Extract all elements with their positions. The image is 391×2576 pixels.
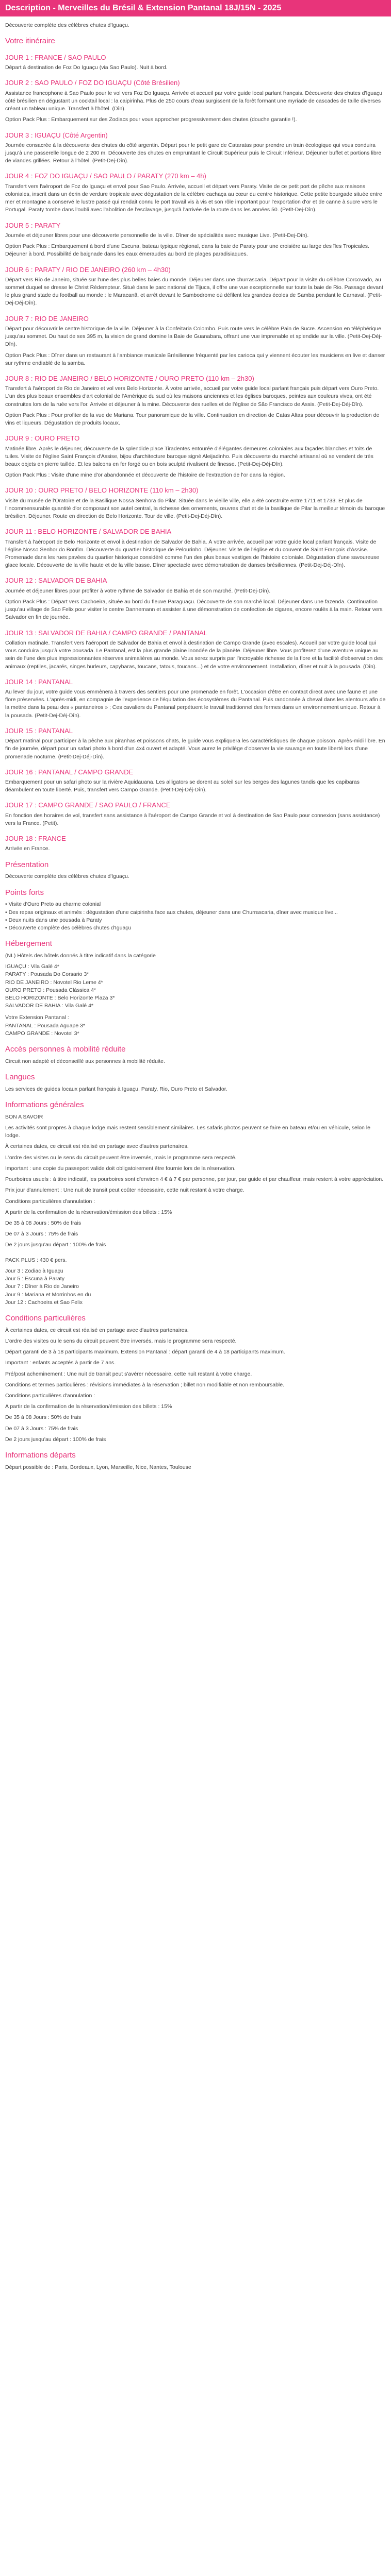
- day-paragraph: Visite du musée de l'Oratoire et de la Basilique Nossa Senhora do Pilar. Située dans le vieille ville, elle a été construite entre 1711 et 1733. Et plus de l'incommensurable quantité d'or composant son autel central, la richesse des ornements, œuvres d'art et de la basilique de Pilar la meilleur témoin du baroque brésilien. Déjeuner. Route en direction de Belo Horizonte. Tour de ville. (Petit-Dej-Déj-Dîn).: [5, 497, 385, 520]
- info-paragraph: L'ordre des visites ou le sens du circuit peuvent être inversés, mais le programme sera respecté.: [5, 1154, 237, 1161]
- day-paragraph: Collation matinale. Transfert vers l'aéroport de Salvador de Bahia et envol à destination de Campo Grande (avec escales). Accueil par votre guide local qui vous conduira jusqu'à votre pousada. Le Pantanal, est la plus grande plaine inondée de la planète. Déjeuner libre. Vous profiterez d'une aventure unique au sein de l'une des plus impressionnantes réserves animalières au monde. Vous serez surpris par l'incroyable richesse de la flore et la facilité d'observation des animaux (reptiles, jacarés, singes hurleurs, capybaras, toucans, tatous, toucans...) et de votre environnement. Installation, dîner et nuit à la pousada. (Dîn).: [5, 639, 383, 670]
- extension-intro: Votre Extension Pantanal :: [5, 1014, 69, 1021]
- hotel-item: IGUAÇU : Vila Galé 4*: [5, 963, 59, 970]
- hotel-item: SALVADOR DE BAHIA : Vila Galé 4*: [5, 1003, 93, 1009]
- points-forts-list: [5, 901, 386, 932]
- day-paragraph: Arrivée en France.: [5, 845, 50, 852]
- day-paragraph: Assistance francophone à Sao Paulo pour le vol vers Foz Do Iguaçu. Arrivée et accueil par votre guide local parlant français. Découverte des chutes d'Iguaçu côté brésilien en dégustant un cocktail local : la caipirinha. Plus de 250 cours d'eau surgissent de la forêt formant une myriade de cascades de taille diverses créant un tableau unique. Transfert à l'hôtel. (Dîn).: [5, 90, 383, 112]
- info-paragraph: A partir de la confirmation de la réservation/émission des billets : 15%: [5, 1209, 172, 1215]
- list-item: • Deux nuits dans une pousada à Paraty: [5, 917, 102, 923]
- condition-paragraph: À certaines dates, ce circuit est réalisé en partage avec d'autres partenaires.: [5, 1327, 189, 1333]
- info-paragraph: Pourboires usuels : à titre indicatif, les pourboires sont d'environ 4 € à 7 € par personne, par jour, par guide et par chauffeur, mais restent à votre appréciation.: [5, 1176, 384, 1183]
- day-paragraph: Option Pack Plus : Visite d'une mine d'or abandonnée et découverte de l'histoire de l'extraction de l'or dans la région.: [5, 472, 285, 479]
- page-title: Description - Merveilles du Brésil & Extension Pantanal 18J/15N - 2025: [0, 0, 391, 16]
- pack-item: Jour 7 : Dîner à Rio de Janeiro: [5, 1283, 79, 1290]
- day-title: JOUR 18 : FRANCE: [5, 835, 66, 843]
- conditions-paragraphs: [5, 1327, 386, 1444]
- day-paragraph: Journée consacrée à la découverte des chutes du côté argentin. Départ pour le petit gare de Cataratas pour prendre un train écologique qui vous conduira jusqu'à une passerelle longue de 2 200 m. Découverte des chutes en empruntant le Circuit Supérieur puis le Circuit Inférieur. Déjeuner buffet et portions libre de viandes grillées. Retour à l'hôtel. (Petit-Dej-Dîn).: [5, 142, 382, 164]
- hotel-item: PANTANAL : Pousada Aguape 3*: [5, 1022, 86, 1029]
- day-paragraph: Matinée libre. Après le déjeuner, découverte de la splendide place Tiradentes entourée d'élégantes demeures coloniales aux façades blanches et toits de tuiles. Visite de l'église Saint François d'Assise, bijou d'architecture baroque signé Aleijadinho. Puis découverte du marché artisanal où se vendent de très beaux objets en pierre taillée. Et les balcons en fer forgé ou en bois sculpté rivalisent de finesse. (Petit-Dej-Déj-Dîn).: [5, 445, 373, 467]
- condition-paragraph: Important : enfants acceptés à partir de 7 ans.: [5, 1360, 116, 1366]
- list-item: • Visite d'Ouro Preto au charme colonial: [5, 901, 101, 908]
- day-title: JOUR 10 : OURO PRETO / BELO HORIZONTE (110 km – 2h30): [5, 486, 199, 495]
- pack-item: Jour 3 : Zodiac à Iguaçu: [5, 1267, 63, 1274]
- day-paragraph: Option Pack Plus : Dîner dans un restaurant à l'ambiance musicale Brésilienne fréquenté par les carioca qui y viennent écouter les musiciens en live et danser sur rythme endiablé de la samba.: [5, 352, 385, 366]
- hotel-item: CAMPO GRANDE : Novotel 3*: [5, 1030, 79, 1037]
- day-paragraph: Journée et déjeuner libres pour une découverte personnelle de la ville. Dîner de spécialités avec musique Live. (Petit-Dej-Dîn).: [5, 232, 309, 239]
- intro-text: Découverte complète des célèbres chutes d'Iguaçu.: [5, 22, 129, 28]
- infos-paragraphs: [5, 1124, 386, 1249]
- day-paragraph: Embarquement pour un safari photo sur la rivière Aquidauana. Les alligators se dorent au soleil sur les berges des lagunes tandis que les capibaras déambulent en toute liberté. Puis, transfert vers Campo Grande. (Petit-Dej-Déj-Dîn).: [5, 779, 360, 793]
- info-paragraph: De 2 jours jusqu'au départ : 100% de frais: [5, 1242, 106, 1248]
- condition-paragraph: Pré/post acheminement : Une nuit de transit peut s'avérer nécessaire, cette nuit restant à votre charge.: [5, 1370, 252, 1377]
- pack-item: Jour 12 : Cachoeira et Sao Felix: [5, 1299, 83, 1306]
- pack-item: Jour 5 : Escuna à Paraty: [5, 1276, 64, 1282]
- condition-paragraph: De 35 à 08 Jours : 50% de frais: [5, 1414, 82, 1421]
- infos-heading: Informations générales: [5, 1100, 84, 1110]
- itinerary-days: [5, 54, 386, 853]
- day-paragraph: Départ pour découvrir le centre historique de la ville. Déjeuner à la Confeitaria Colombo. Puis route vers le célèbre Pain de Sucre. Ascension en téléphérique jusqu'au sommet. Du haut de ses 395 m, la vision de grand domine la Baie de Guanabara, offrant une vue imprenable et splendide sur la ville. (Petit-Dej-Déj-Dîn).: [5, 325, 382, 348]
- day-title: JOUR 12 : SALVADOR DE BAHIA: [5, 577, 107, 585]
- condition-paragraph: A partir de la confirmation de la réservation/émission des billets : 15%: [5, 1403, 172, 1410]
- day-paragraph: Option Pack Plus : Départ vers Cachoeira, située au bord du fleuve Paraguaçu. Découverte de son marché local. Déjeuner dans une fazenda. Continuation jusqu'au village de Sao Felix pour visiter le centre Dannemann et assister à une démonstration de confection de cigares, encore roulés à la main. Retour vers Salvador en fin de journée.: [5, 598, 383, 621]
- departs-heading: Informations départs: [5, 1451, 76, 1460]
- day-paragraph: Au lever du jour, votre guide vous emmènera à travers des sentiers pour une promenade en forêt. L'occasion d'être en contact direct avec une faune et une flore préservées. L'après-midi, en compagnie de l'experience de l'équitation des écosystèmes du Pantanal. Puis randonnée à cheval dans les alentours afin de la mettre dans la peau des « pantaneiros » ; Ces cavaliers du Pantanal perpétuent le travail traditionnel des fermes dans un environnement unique. Retour à la pousada. (Petit-Dej-Déj-Dîn).: [5, 688, 386, 719]
- hebergement-list: [5, 963, 386, 1010]
- day-paragraph: Option Pack Plus : Embarquement à bord d'une Escuna, bateau typique régional, dans la baie de Paraty pour une croisière au large des îles Tropicales. Déjeuner à bord. Possibilité de baignade dans les eaux émeraudes au bord de plages paradisiaques.: [5, 243, 369, 258]
- day-title: JOUR 1 : FRANCE / SAO PAULO: [5, 53, 106, 61]
- info-paragraph: À certaines dates, ce circuit est réalisé en partage avec d'autres partenaires.: [5, 1143, 189, 1150]
- info-paragraph: De 35 à 08 Jours : 50% de frais: [5, 1220, 82, 1226]
- hotel-item: OURO PRETO : Pousada Clássica 4*: [5, 987, 96, 993]
- day-title: JOUR 13 : SALVADOR DE BAHIA / CAMPO GRANDE / PANTANAL: [5, 629, 208, 637]
- infos-subtitle: BON A SAVOIR: [5, 1113, 43, 1120]
- condition-paragraph: Conditions et termes particulières : révisions immédiates à la réservation ; billet non modifiable et non remboursable.: [5, 1381, 285, 1388]
- extension-hotel-list: [5, 1022, 386, 1038]
- hotel-item: PARATY : Pousada Do Corsario 3*: [5, 971, 89, 978]
- day-title: JOUR 4 : FOZ DO IGUAÇU / SAO PAULO / PARATY (270 km – 4h): [5, 172, 206, 180]
- condition-paragraph: De 07 à 3 Jours : 75% de frais: [5, 1425, 78, 1432]
- info-paragraph: Prix jour d'annulement : Une nuit de transit peut coûter nécessaire, cette nuit restant à votre charge.: [5, 1187, 245, 1194]
- day-title: JOUR 16 : PANTANAL / CAMPO GRANDE: [5, 768, 134, 776]
- day-paragraph: Départ matinal pour participer à la pêche aux piranhas et poissons chats, le guide vous expliquera les caractéristiques de chaque poisson. Après-midi libre. En fin de journée, départ pour un safari photo à bord d'un 4x4 ouvert et adapté. Vous aurez le privilège d'observer la vie sauvage en toute liberté lors d'une promenade nocturne. (Petit-Dej-Déj-Dîn).: [5, 738, 385, 760]
- day-paragraph: Transfert à l'aéroport de Belo Horizonte et envol à destination de Salvador de Bahia. À votre arrivée, accueil par votre guide local parlant français. Visite de l'église Nosso Senhor do Bonfim. Découverte du quartier historique de Pelourinho. Déjeuner. Visite de l'église et du couvent de Saint François d'Assise. Promenade dans les rues pavées du quartier historique considéré comme l'un des plus beaux vestiges de l'histoire coloniale. Dégustation d'une savoureuse glace locale. Découverte de la ville haute et de la ville basse. Dîner spectacle avec démonstration de danses brésiliennes. (Petit-Dej-Déj-Dîn).: [5, 538, 380, 569]
- pack-plus-heading: PACK PLUS : 430 € pers.: [5, 1257, 67, 1263]
- day-paragraph: Journée et déjeuner libres pour profiter à votre rythme de Salvador de Bahia et de son marché. (Petit-Dej-Dîn).: [5, 587, 271, 594]
- pack-item: Jour 9 : Mariana et Morrinhos en du: [5, 1291, 91, 1298]
- condition-paragraph: De 2 jours jusqu'au départ : 100% de frais: [5, 1436, 106, 1443]
- hebergement-intro: (NL) Hôtels des hôtels donnés à titre indicatif dans la catégorie: [5, 952, 156, 959]
- day-paragraph: Option Pack Plus : Pour profiter de la vue de Mariana. Tour panoramique de la ville. Continuation en direction de Catas Altas pour découvrir la production de vins et liqueurs. Dégustation de produits locaux.: [5, 412, 380, 427]
- day-title: JOUR 6 : PARATY / RIO DE JANEIRO (260 km – 4h30): [5, 265, 171, 274]
- langues-heading: Langues: [5, 1073, 35, 1082]
- day-title: JOUR 2 : SAO PAULO / FOZ DO IGUAÇU (Côté Brésilien): [5, 79, 180, 87]
- presentation-text: Découverte complète des célèbres chutes d'Iguaçu.: [5, 873, 129, 880]
- condition-paragraph: Départ garanti de 3 à 18 participants maximum. Extension Pantanal : départ garanti de 4 à 18 participants maximum.: [5, 1349, 285, 1355]
- info-paragraph: Les activités sont propres à chaque lodge mais restent sensiblement similaires. Les safaris photos peuvent se faire en bateau et/ou en véhicule, selon le lodge.: [5, 1125, 370, 1139]
- day-paragraph: Transfert vers l'aéroport de Foz do Iguaçu et envol pour Sao Paulo. Arrivée, accueil et départ vers Paraty. Visite de ce petit port de pêche aux maisons coloniales, inscrit dans un écrin de verdure tropicale avec dégustation de la célèbre cachaça au cœur du centre historique. Cette petite bourgade située entre mer et montagne a conservé le lustre passé qui rendait connu le port travail vis à vis et son rôle important pour l'exportation d'or et de canne à sucre vers le Portugal. Paraty tombe dans l'oubli avec l'abolition de l'esclavage, jusqu'à l'arrivée de la route dans les années 50. (Petit-Dej-Dîn).: [5, 183, 382, 213]
- day-title: JOUR 14 : PANTANAL: [5, 677, 73, 686]
- departs-text: Départ possible de : Paris, Bordeaux, Lyon, Marseille, Nice, Nantes, Toulouse: [5, 1464, 191, 1470]
- day-paragraph: Option Pack Plus : Embarquement sur des Zodiacs pour vous approcher progressivement des chutes (douche garantie !).: [5, 116, 297, 123]
- day-paragraph: Départ à destination de Foz Do Iguaçu (via Sao Paulo). Nuit à bord.: [5, 64, 168, 71]
- day-title: JOUR 5 : PARATY: [5, 221, 61, 229]
- info-paragraph: Conditions particulières d'annulation :: [5, 1198, 95, 1205]
- list-item: • Découverte complète des célèbres chutes d'Iguaçu: [5, 924, 132, 931]
- day-title: JOUR 17 : CAMPO GRANDE / SAO PAULO / FRANCE: [5, 801, 171, 809]
- points-forts-heading: Points forts: [5, 888, 44, 897]
- conditions-heading: Conditions particulières: [5, 1313, 86, 1323]
- condition-paragraph: L'ordre des visites ou le sens du circuit peuvent être inversés, mais le programme sera respecté.: [5, 1337, 237, 1344]
- acces-text: Circuit non adapté et déconseillé aux personnes à mobilité réduite.: [5, 1058, 165, 1064]
- langues-text: Les services de guides locaux parlant français à Iguaçu, Paraty, Rio, Ouro Preto et Salvador.: [5, 1086, 227, 1092]
- day-title: JOUR 8 : RIO DE JANEIRO / BELO HORIZONTE / OURO PRETO (110 km – 2h30): [5, 374, 254, 382]
- pack-plus-list: [5, 1267, 386, 1307]
- day-title: JOUR 9 : OURO PRETO: [5, 434, 80, 443]
- day-title: JOUR 3 : IGUAÇU (Côté Argentin): [5, 131, 108, 139]
- day-title: JOUR 15 : PANTANAL: [5, 726, 73, 735]
- day-paragraph: Départ vers Rio de Janeiro, située sur l'une des plus belles baies du monde. Déjeuner dans une churrascaria. Départ pour la visite du célèbre Corcovado, au sommet duquel se dresse le Christ Rédempteur. Situé dans le parc national de Tijuca, il offre une vue exceptionnelle sur toute la baie de Rio. Passage devant le plus grand stade du football au monde : le Maracanã, et arrêt devant le Sambodrome où défilent les grandes écoles de Samba pendant le Carnaval. (Petit-Dej-Déj-Dîn).: [5, 276, 383, 307]
- day-title: JOUR 7 : RIO DE JANEIRO: [5, 314, 89, 323]
- day-paragraph: Transfert à l'aéroport de Rio de Janeiro et vol vers Belo Horizonte. À votre arrivée, accueil par votre guide local parlant français puis départ vers Ouro Preto. L'un des plus beaux ensembles d'art colonial de l'Amérique du sud où les maisons anciennes et les églises baroques, peintes aux couleurs vives, ont été construites lors de la ruée vers l'or. Arrivée et déjeuner à la mine. Découverte des ruelles et de l'église de São Francisco de Assis. (Petit-Dej-Déj-Dîn).: [5, 385, 379, 408]
- itinerary-heading: Votre itinéraire: [5, 37, 55, 46]
- day-paragraph: En fonction des horaires de vol, transfert sans assistance à l'aéroport de Campo Grande et vol à destination de Sao Paulo pour connexion (sans assistance) vers la France. (Petit).: [5, 812, 380, 826]
- condition-paragraph: Conditions particulières d'annulation :: [5, 1393, 95, 1399]
- hotel-item: RIO DE JANEIRO : Novotel Rio Leme 4*: [5, 979, 103, 986]
- content: [0, 16, 391, 1485]
- info-paragraph: Important : une copie du passeport valide doit obligatoirement être fournie lors de la réservation.: [5, 1165, 236, 1172]
- info-paragraph: De 07 à 3 Jours : 75% de frais: [5, 1231, 78, 1238]
- list-item: • Des repas originaux et animés : dégustation d'une caipirinha face aux chutes, déjeuner dans une Churrascaria, dîner avec musique live...: [5, 909, 338, 916]
- acces-heading: Accès personnes à mobilité réduite: [5, 1045, 126, 1054]
- day-title: JOUR 11 : BELO HORIZONTE / SALVADOR DE BAHIA: [5, 528, 172, 536]
- hebergement-heading: Hébergement: [5, 939, 52, 948]
- presentation-heading: Présentation: [5, 860, 49, 869]
- hotel-item: BELO HORIZONTE : Belo Horizonte Plaza 3*: [5, 995, 115, 1002]
